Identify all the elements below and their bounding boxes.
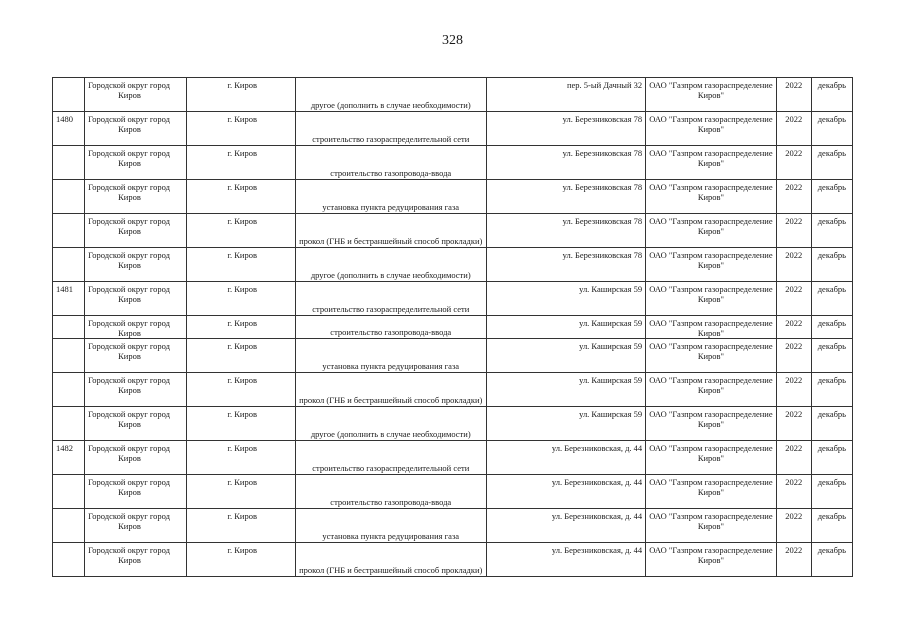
year: 2022 (785, 443, 803, 453)
cell-organization (646, 339, 776, 373)
cell-month (811, 441, 852, 475)
municipality-line1: Городской округ город (88, 148, 170, 158)
cell-settlement (187, 475, 295, 509)
address: ул. Березниковская 78 (562, 250, 643, 260)
cell-work-type (295, 180, 486, 214)
organization-line1: ОАО "Газпром газораспределение (649, 114, 773, 124)
municipality-line2: Киров (118, 90, 141, 100)
cell-settlement (187, 248, 295, 282)
cell-address (486, 475, 646, 509)
cell-municipality (85, 78, 187, 112)
address: ул. Каширская 59 (579, 375, 643, 385)
organization-line1: ОАО "Газпром газораспределение (649, 148, 773, 158)
year: 2022 (785, 375, 803, 385)
table-row (53, 180, 853, 214)
cell-settlement (187, 112, 295, 146)
work-type: установка пункта редуцирования газа (322, 202, 460, 212)
cell-organization (646, 475, 776, 509)
cell-municipality (85, 180, 187, 214)
cell-address (486, 248, 646, 282)
year: 2022 (785, 511, 803, 521)
cell-number (53, 339, 85, 373)
cell-work-type (295, 407, 486, 441)
work-type: прокол (ГНБ и бестраншейный способ прокладки) (299, 236, 483, 246)
cell-year (776, 509, 811, 543)
table-row (53, 112, 853, 146)
address: ул. Каширская 59 (579, 284, 643, 294)
municipality-line1: Городской округ город (88, 114, 170, 124)
work-type: установка пункта редуцирования газа (322, 531, 460, 541)
cell-month (811, 339, 852, 373)
cell-number (53, 316, 85, 339)
cell-month (811, 373, 852, 407)
work-type: строительство газопровода-ввода (330, 168, 452, 178)
work-type: строительство газораспределительной сети (312, 304, 470, 314)
cell-month (811, 316, 852, 339)
organization-line2: Киров" (697, 385, 725, 395)
cell-work-type (295, 509, 486, 543)
cell-work-type (295, 316, 486, 339)
year: 2022 (785, 341, 803, 351)
cell-work-type (295, 112, 486, 146)
organization-line1: ОАО "Газпром газораспределение (649, 477, 773, 487)
cell-number (53, 282, 85, 316)
work-type: прокол (ГНБ и бестраншейный способ прокладки) (299, 395, 483, 405)
cell-organization (646, 112, 776, 146)
municipality-line1: Городской округ город (88, 443, 170, 453)
organization-line1: ОАО "Газпром газораспределение (649, 318, 773, 328)
organization-line2: Киров" (697, 124, 725, 134)
cell-year (776, 282, 811, 316)
month: декабрь (817, 182, 847, 192)
cell-work-type (295, 373, 486, 407)
table-row (53, 78, 853, 112)
works-table (52, 77, 853, 577)
cell-municipality (85, 441, 187, 475)
organization-line2: Киров" (697, 90, 725, 100)
municipality-line2: Киров (118, 419, 141, 429)
address: ул. Березниковская, д. 44 (551, 545, 643, 555)
municipality-line1: Городской округ город (88, 375, 170, 385)
municipality-line1: Городской округ город (88, 182, 170, 192)
municipality-line2: Киров (118, 351, 141, 361)
cell-work-type (295, 441, 486, 475)
cell-work-type (295, 214, 486, 248)
month: декабрь (817, 511, 847, 521)
municipality-line2: Киров (118, 192, 141, 202)
organization-line2: Киров" (697, 521, 725, 531)
cell-address (486, 509, 646, 543)
cell-settlement (187, 543, 295, 577)
year: 2022 (785, 409, 803, 419)
organization-line1: ОАО "Газпром газораспределение (649, 341, 773, 351)
settlement-name: г. Киров (227, 318, 257, 328)
cell-month (811, 475, 852, 509)
cell-work-type (295, 248, 486, 282)
month: декабрь (817, 284, 847, 294)
municipality-line2: Киров (118, 260, 141, 270)
cell-month (811, 180, 852, 214)
municipality-line1: Городской округ город (88, 250, 170, 260)
year: 2022 (785, 250, 803, 260)
cell-organization (646, 146, 776, 180)
cell-work-type (295, 78, 486, 112)
cell-organization (646, 373, 776, 407)
cell-month (811, 214, 852, 248)
cell-month (811, 543, 852, 577)
cell-municipality (85, 543, 187, 577)
organization-line2: Киров" (697, 453, 725, 463)
organization-line2: Киров" (697, 260, 725, 270)
year: 2022 (785, 216, 803, 226)
cell-month (811, 282, 852, 316)
municipality-line2: Киров (118, 124, 141, 134)
municipality-line1: Городской округ город (88, 545, 170, 555)
settlement-name: г. Киров (227, 284, 257, 294)
page-number: 328 (442, 33, 463, 48)
cell-year (776, 146, 811, 180)
month: декабрь (817, 545, 847, 555)
cell-settlement (187, 214, 295, 248)
cell-year (776, 316, 811, 339)
month: декабрь (817, 318, 847, 328)
municipality-line2: Киров (118, 226, 141, 236)
municipality-line1: Городской округ город (88, 216, 170, 226)
organization-line1: ОАО "Газпром газораспределение (649, 375, 773, 385)
cell-municipality (85, 316, 187, 339)
cell-address (486, 214, 646, 248)
cell-organization (646, 214, 776, 248)
cell-number (53, 543, 85, 577)
municipality-line1: Городской округ город (88, 284, 170, 294)
table-row (53, 373, 853, 407)
cell-number (53, 441, 85, 475)
work-type: другое (дополнить в случае необходимости) (310, 429, 471, 439)
organization-line1: ОАО "Газпром газораспределение (649, 545, 773, 555)
work-type: строительство газораспределительной сети (312, 134, 470, 144)
table-row (53, 407, 853, 441)
cell-address (486, 180, 646, 214)
organization-line1: ОАО "Газпром газораспределение (649, 216, 773, 226)
settlement-name: г. Киров (227, 216, 257, 226)
cell-year (776, 248, 811, 282)
municipality-line1: Городской округ город (88, 409, 170, 419)
address: ул. Каширская 59 (579, 318, 643, 328)
cell-settlement (187, 78, 295, 112)
cell-municipality (85, 146, 187, 180)
cell-settlement (187, 407, 295, 441)
cell-number (53, 475, 85, 509)
cell-address (486, 78, 646, 112)
month: декабрь (817, 80, 847, 90)
table-row (53, 214, 853, 248)
organization-line2: Киров" (697, 487, 725, 497)
settlement-name: г. Киров (227, 443, 257, 453)
table-row (53, 282, 853, 316)
table-row (53, 509, 853, 543)
cell-settlement (187, 339, 295, 373)
table-row (53, 543, 853, 577)
cell-organization (646, 316, 776, 339)
organization-line2: Киров" (697, 158, 725, 168)
settlement-name: г. Киров (227, 182, 257, 192)
address: ул. Березниковская, д. 44 (551, 511, 643, 521)
settlement-name: г. Киров (227, 511, 257, 521)
cell-number (53, 373, 85, 407)
cell-year (776, 214, 811, 248)
municipality-line1: Городской округ город (88, 341, 170, 351)
cell-organization (646, 180, 776, 214)
cell-month (811, 112, 852, 146)
month: декабрь (817, 409, 847, 419)
organization-line1: ОАО "Газпром газораспределение (649, 511, 773, 521)
cell-address (486, 146, 646, 180)
cell-address (486, 112, 646, 146)
cell-settlement (187, 316, 295, 339)
cell-settlement (187, 373, 295, 407)
cell-month (811, 248, 852, 282)
cell-settlement (187, 441, 295, 475)
organization-line1: ОАО "Газпром газораспределение (649, 443, 773, 453)
organization-line1: ОАО "Газпром газораспределение (649, 284, 773, 294)
cell-year (776, 180, 811, 214)
month: декабрь (817, 443, 847, 453)
address: пер. 5-ый Дачный 32 (566, 80, 643, 90)
address: ул. Березниковская, д. 44 (551, 443, 643, 453)
year: 2022 (785, 182, 803, 192)
month: декабрь (817, 216, 847, 226)
cell-work-type (295, 475, 486, 509)
organization-line1: ОАО "Газпром газораспределение (649, 80, 773, 90)
cell-municipality (85, 214, 187, 248)
address: ул. Каширская 59 (579, 409, 643, 419)
cell-address (486, 373, 646, 407)
table-row (53, 475, 853, 509)
cell-work-type (295, 146, 486, 180)
settlement-name: г. Киров (227, 545, 257, 555)
year: 2022 (785, 284, 803, 294)
cell-number (53, 78, 85, 112)
month: декабрь (817, 114, 847, 124)
municipality-line2: Киров (118, 294, 141, 304)
organization-line1: ОАО "Газпром газораспределение (649, 409, 773, 419)
organization-line2: Киров" (697, 351, 725, 361)
cell-organization (646, 282, 776, 316)
cell-municipality (85, 248, 187, 282)
year: 2022 (785, 148, 803, 158)
settlement-name: г. Киров (227, 148, 257, 158)
cell-number (53, 407, 85, 441)
table-row (53, 316, 853, 339)
cell-number (53, 248, 85, 282)
cell-municipality (85, 407, 187, 441)
cell-work-type (295, 282, 486, 316)
cell-address (486, 339, 646, 373)
row-number: 1480 (56, 114, 73, 124)
cell-address (486, 282, 646, 316)
cell-address (486, 441, 646, 475)
year: 2022 (785, 318, 803, 328)
cell-settlement (187, 146, 295, 180)
address: ул. Каширская 59 (579, 341, 643, 351)
cell-municipality (85, 475, 187, 509)
municipality-line2: Киров (118, 521, 141, 531)
municipality-line1: Городской округ город (88, 511, 170, 521)
work-type: строительство газопровода-ввода (330, 327, 452, 337)
settlement-name: г. Киров (227, 80, 257, 90)
cell-work-type (295, 543, 486, 577)
settlement-name: г. Киров (227, 341, 257, 351)
address: ул. Березниковская 78 (562, 182, 643, 192)
settlement-name: г. Киров (227, 375, 257, 385)
organization-line2: Киров" (697, 328, 725, 338)
month: декабрь (817, 341, 847, 351)
cell-organization (646, 509, 776, 543)
municipality-line1: Городской округ город (88, 477, 170, 487)
cell-municipality (85, 373, 187, 407)
cell-number (53, 146, 85, 180)
municipality-line2: Киров (118, 328, 141, 338)
row-number: 1482 (56, 443, 73, 453)
cell-year (776, 78, 811, 112)
cell-organization (646, 248, 776, 282)
work-type: строительство газораспределительной сети (312, 463, 470, 473)
cell-municipality (85, 112, 187, 146)
organization-line2: Киров" (697, 226, 725, 236)
work-type: прокол (ГНБ и бестраншейный способ прокладки) (299, 565, 483, 575)
work-type: строительство газопровода-ввода (330, 497, 452, 507)
settlement-name: г. Киров (227, 409, 257, 419)
municipality-line2: Киров (118, 453, 141, 463)
cell-organization (646, 407, 776, 441)
cell-month (811, 78, 852, 112)
municipality-line1: Городской округ город (88, 318, 170, 328)
organization-line2: Киров" (697, 555, 725, 565)
cell-month (811, 407, 852, 441)
work-type: установка пункта редуцирования газа (322, 361, 460, 371)
cell-settlement (187, 282, 295, 316)
municipality-line2: Киров (118, 555, 141, 565)
cell-year (776, 475, 811, 509)
organization-line1: ОАО "Газпром газораспределение (649, 250, 773, 260)
cell-number (53, 509, 85, 543)
table-row (53, 339, 853, 373)
organization-line1: ОАО "Газпром газораспределение (649, 182, 773, 192)
table-row (53, 146, 853, 180)
row-number: 1481 (56, 284, 73, 294)
municipality-line2: Киров (118, 158, 141, 168)
settlement-name: г. Киров (227, 114, 257, 124)
cell-address (486, 407, 646, 441)
work-type: другое (дополнить в случае необходимости) (310, 270, 471, 280)
cell-municipality (85, 339, 187, 373)
cell-address (486, 316, 646, 339)
cell-number (53, 214, 85, 248)
month: декабрь (817, 250, 847, 260)
cell-year (776, 112, 811, 146)
cell-year (776, 407, 811, 441)
cell-number (53, 180, 85, 214)
municipality-line1: Городской округ город (88, 80, 170, 90)
cell-year (776, 441, 811, 475)
cell-municipality (85, 509, 187, 543)
month: декабрь (817, 148, 847, 158)
municipality-line2: Киров (118, 385, 141, 395)
year: 2022 (785, 114, 803, 124)
cell-month (811, 509, 852, 543)
table-row (53, 441, 853, 475)
month: декабрь (817, 477, 847, 487)
cell-settlement (187, 509, 295, 543)
cell-municipality (85, 282, 187, 316)
cell-month (811, 146, 852, 180)
organization-line2: Киров" (697, 419, 725, 429)
cell-organization (646, 78, 776, 112)
cell-number (53, 112, 85, 146)
year: 2022 (785, 477, 803, 487)
cell-year (776, 373, 811, 407)
cell-year (776, 339, 811, 373)
address: ул. Березниковская 78 (562, 216, 643, 226)
cell-organization (646, 441, 776, 475)
organization-line2: Киров" (697, 294, 725, 304)
year: 2022 (785, 545, 803, 555)
cell-address (486, 543, 646, 577)
year: 2022 (785, 80, 803, 90)
settlement-name: г. Киров (227, 250, 257, 260)
cell-organization (646, 543, 776, 577)
cell-work-type (295, 339, 486, 373)
work-type: другое (дополнить в случае необходимости) (310, 100, 471, 110)
month: декабрь (817, 375, 847, 385)
organization-line2: Киров" (697, 192, 725, 202)
address: ул. Березниковская, д. 44 (551, 477, 643, 487)
cell-year (776, 543, 811, 577)
cell-settlement (187, 180, 295, 214)
table-row (53, 248, 853, 282)
settlement-name: г. Киров (227, 477, 257, 487)
works-table-body (53, 78, 853, 577)
address: ул. Березниковская 78 (562, 114, 643, 124)
address: ул. Березниковская 78 (562, 148, 643, 158)
municipality-line2: Киров (118, 487, 141, 497)
